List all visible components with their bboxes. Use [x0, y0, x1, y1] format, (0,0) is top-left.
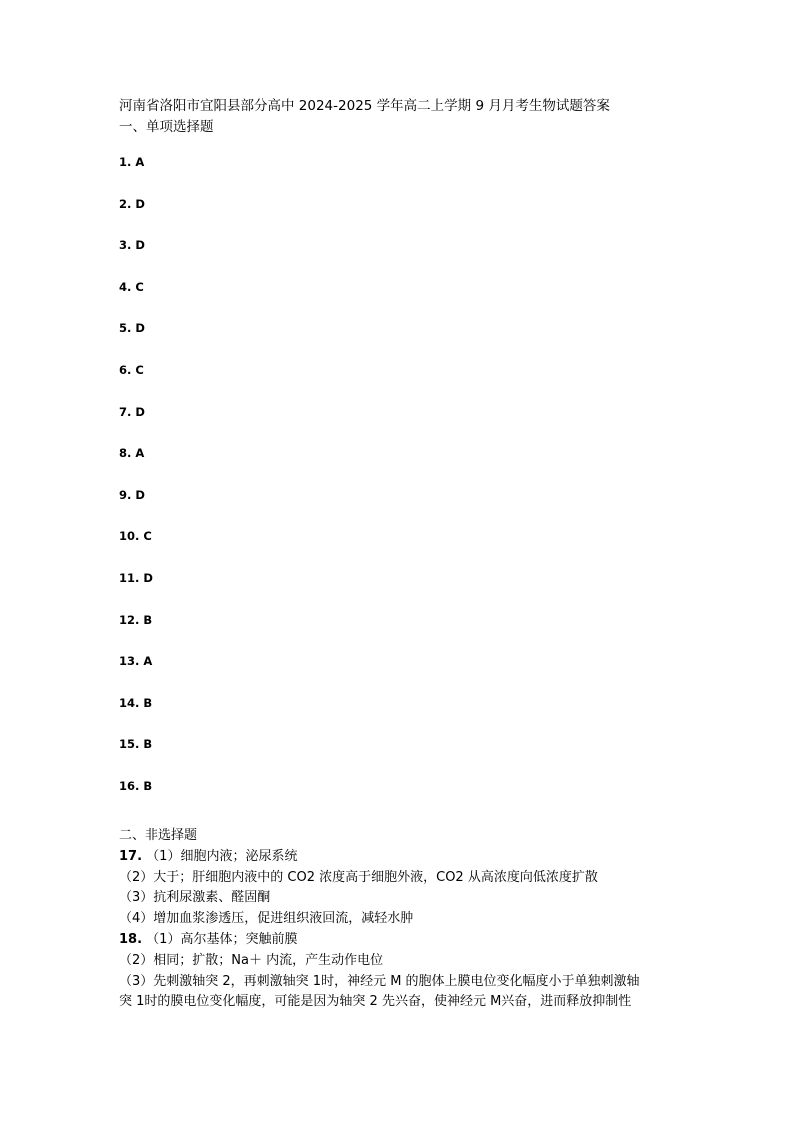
- document-title: 河南省洛阳市宜阳县部分高中 2024-2025 学年高二上学期 9 月月考生物试题答案: [119, 98, 610, 114]
- answer-list: [119, 150, 679, 816]
- q17-part4: （4）增加血浆渗透压，促进组织液回流，减轻水肿: [119, 911, 414, 927]
- q17-part2: （2）大于；肝细胞内液中的 CO2 浓度高于细胞外液，CO2 从高浓度向低浓度扩散: [119, 869, 598, 885]
- answer-item: 15. B: [119, 737, 153, 752]
- answer-item: 14. B: [119, 695, 153, 710]
- answer-item: 10. C: [119, 529, 152, 544]
- q18-part3-line1: （3）先刺激轴突 2，再刺激轴突 1时，神经元 M 的胞体上膜电位变化幅度小于单独刺激轴: [119, 973, 640, 989]
- answer-item: 2. D: [119, 196, 145, 211]
- q18-part2: （2）相同；扩散；Na＋ 内流，产生动作电位: [119, 952, 384, 968]
- q17-part3: （3）抗利尿激素、醛固酮: [119, 890, 271, 906]
- answer-item: 11. D: [119, 570, 153, 585]
- document-page: [119, 96, 679, 1010]
- q18-part3-line2: 突 1时的膜电位变化幅度，可能是因为轴突 2 先兴奋，使神经元 M兴奋，进而释放抑制性: [119, 994, 632, 1010]
- q17-part1: 17. （1）细胞内液；泌尿系统: [119, 848, 298, 864]
- answer-item: 3. D: [119, 238, 145, 253]
- answer-item: 13. A: [119, 654, 153, 669]
- q18-part1: 18. （1）高尔基体；突触前膜: [119, 931, 298, 947]
- question-number: 17.: [119, 848, 143, 864]
- question-number: 18.: [119, 931, 143, 947]
- answer-item: 8. A: [119, 446, 145, 461]
- answer-item: 7. D: [119, 404, 145, 419]
- answer-item: 6. C: [119, 362, 144, 377]
- section-non-choice: [119, 826, 679, 1013]
- section-heading-non-choice: 二、非选择题: [119, 828, 198, 843]
- answer-item: 5. D: [119, 321, 145, 336]
- answer-item: 4. C: [119, 279, 144, 294]
- answer-item: 9. D: [119, 487, 145, 502]
- answer-item: 12. B: [119, 612, 153, 627]
- section-heading-single-choice: 一、单项选择题: [119, 119, 214, 135]
- answer-item: 16. B: [119, 778, 153, 793]
- answer-item: 1. A: [119, 155, 145, 169]
